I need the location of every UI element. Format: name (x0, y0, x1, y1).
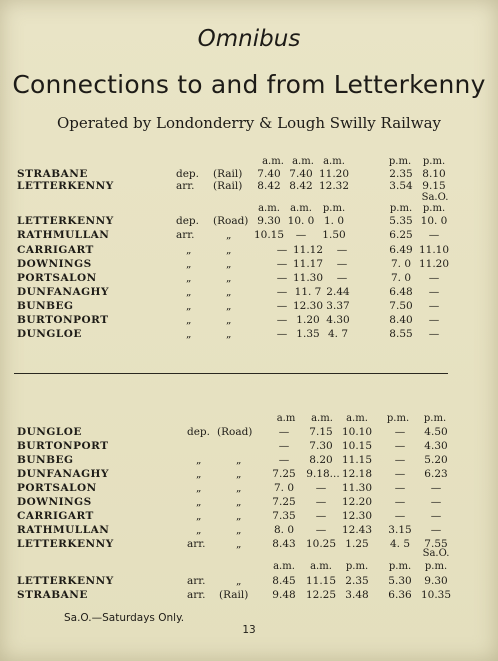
time-cell: 10.35 (420, 589, 452, 601)
transport-mode: „ (226, 229, 232, 241)
column-header: a.m. (258, 203, 280, 214)
station-name: DOWNINGS (17, 258, 92, 270)
direction: arr. (187, 575, 206, 587)
time-cell: 10.15 (253, 229, 285, 241)
column-header: a.m. (310, 561, 332, 572)
time-cell: 9.30 (257, 215, 281, 227)
time-cell: 4. 7 (327, 328, 349, 340)
column-header: a.m. (346, 413, 368, 424)
direction: arr. (176, 229, 195, 241)
transport-mode: „ (236, 510, 242, 522)
timetable-row (0, 271, 498, 285)
direction: „ (196, 454, 202, 466)
station-name: DUNFANAGHY (17, 286, 109, 298)
time-cell: — (278, 454, 290, 466)
time-cell: — (430, 510, 442, 522)
station-name: BURTONPORT (17, 440, 109, 452)
column-header: p.m. (386, 413, 410, 424)
time-cell: 8.10 (422, 168, 446, 180)
transport-mode: „ (226, 314, 232, 326)
time-cell: 11. 7 (294, 286, 322, 298)
time-cell: 2.44 (326, 286, 350, 298)
time-cell: 4.30 (326, 314, 350, 326)
timetable-row (0, 313, 498, 327)
time-cell: — (394, 454, 406, 466)
column-header: a.m. (262, 156, 284, 167)
page-subtitle: Operated by Londonderry & Lough Swilly Railway (56, 114, 441, 132)
direction: „ (186, 258, 192, 270)
time-cell: 3.37 (326, 300, 350, 312)
time-cell: — (430, 482, 442, 494)
time-cell: 2.35 (345, 575, 369, 587)
transport-mode: „ (236, 538, 242, 550)
station-name: PORTSALON (17, 272, 97, 284)
station-name: CARRIGART (17, 244, 94, 256)
transport-mode: (Rail) (213, 168, 243, 180)
time-cell: 4.50 (424, 426, 448, 438)
section-heading: Omnibus (197, 26, 301, 52)
time-cell: 12.32 (318, 180, 350, 192)
column-header: a.m. (292, 156, 314, 167)
time-cell: 8.20 (309, 454, 333, 466)
station-name: LETTERKENNY (17, 538, 114, 550)
time-cell: 9.15 (422, 180, 446, 192)
transport-mode: „ (226, 272, 232, 284)
time-cell: — (276, 314, 288, 326)
timetable-row (0, 439, 498, 453)
transport-mode: (Road) (213, 215, 249, 227)
transport-mode: (Rail) (219, 589, 249, 601)
transport-mode: „ (236, 454, 242, 466)
timetable-row (0, 588, 498, 602)
time-cell: 1.20 (296, 314, 320, 326)
station-name: STRABANE (17, 168, 88, 180)
time-cell: 5.30 (388, 575, 412, 587)
time-cell: 12.25 (305, 589, 337, 601)
column-header: Sa.O. (422, 548, 450, 559)
direction: dep. (176, 215, 199, 227)
column-header: a.m. (323, 156, 345, 167)
time-cell: 12.30 (292, 300, 324, 312)
time-cell: — (276, 272, 288, 284)
time-cell: 11.30 (341, 482, 373, 494)
station-name: DUNGLOE (17, 328, 82, 340)
direction: „ (196, 468, 202, 480)
time-cell: 7. 0 (273, 482, 295, 494)
page-title: Connections to and from Letterkenny (12, 70, 486, 99)
station-name: BURTONPORT (17, 314, 109, 326)
transport-mode: (Road) (217, 426, 253, 438)
time-cell: 7.55 (424, 538, 448, 550)
time-cell: — (278, 426, 290, 438)
time-cell: — (295, 229, 307, 241)
time-cell: — (315, 496, 327, 508)
time-cell: 4.30 (424, 440, 448, 452)
direction: „ (186, 272, 192, 284)
column-header: p.m. (388, 156, 412, 167)
time-cell: — (276, 244, 288, 256)
column-header: a.m. (273, 561, 295, 572)
time-cell: 8.42 (289, 180, 313, 192)
direction: „ (186, 300, 192, 312)
time-cell: — (428, 272, 440, 284)
time-cell: — (428, 328, 440, 340)
timetable-row (0, 453, 498, 467)
column-header: p.m. (424, 561, 448, 572)
timetable-row (0, 327, 498, 341)
timetable-row (0, 214, 498, 228)
time-cell: 1.25 (345, 538, 369, 550)
time-cell: 7. 0 (390, 272, 412, 284)
time-cell: 6.36 (388, 589, 412, 601)
time-cell: — (430, 496, 442, 508)
time-cell: 7.35 (272, 510, 296, 522)
station-name: LETTERKENNY (17, 575, 114, 587)
direction: arr. (176, 180, 195, 192)
direction: „ (186, 314, 192, 326)
time-cell: 11.17 (292, 258, 324, 270)
time-cell: — (336, 258, 348, 270)
time-cell: 10. 0 (420, 215, 448, 227)
station-name: PORTSALON (17, 482, 97, 494)
station-name: BUNBEG (17, 454, 74, 466)
time-cell: 10.15 (341, 440, 373, 452)
time-cell: 11.10 (418, 244, 450, 256)
column-header-row (0, 412, 498, 426)
time-cell: 7.40 (257, 168, 281, 180)
time-cell: 8.43 (272, 538, 296, 550)
transport-mode: „ (226, 328, 232, 340)
direction: „ (196, 496, 202, 508)
direction: arr. (187, 538, 206, 550)
timetable-row (0, 467, 498, 481)
time-cell: 1.50 (322, 229, 346, 241)
time-cell: 1.35 (296, 328, 320, 340)
station-name: DOWNINGS (17, 496, 92, 508)
time-cell: 9.18... (306, 468, 340, 480)
time-cell: — (394, 426, 406, 438)
timetable-row (0, 495, 498, 509)
time-cell: 7.40 (289, 168, 313, 180)
time-cell: 7.25 (272, 468, 296, 480)
column-header-row (0, 547, 498, 561)
time-cell: 8. 0 (273, 524, 295, 536)
footnote: Sa.O.—Saturdays Only. (64, 612, 185, 624)
time-cell: 9.48 (272, 589, 296, 601)
time-cell: 8.42 (257, 180, 281, 192)
time-cell: 3.54 (389, 180, 413, 192)
transport-mode: „ (226, 300, 232, 312)
column-header: p.m. (422, 156, 446, 167)
time-cell: — (276, 328, 288, 340)
column-header: p.m. (423, 413, 447, 424)
time-cell: — (428, 314, 440, 326)
time-cell: — (336, 272, 348, 284)
time-cell: 10. 0 (287, 215, 315, 227)
time-cell: 4. 5 (389, 538, 411, 550)
column-header-row (0, 560, 498, 574)
time-cell: — (276, 258, 288, 270)
time-cell: — (394, 468, 406, 480)
time-cell: 1. 0 (323, 215, 345, 227)
time-cell: — (394, 496, 406, 508)
timetable-row (0, 481, 498, 495)
time-cell: — (276, 300, 288, 312)
transport-mode: „ (226, 286, 232, 298)
timetable-row (0, 285, 498, 299)
time-cell: 10.25 (305, 538, 337, 550)
time-cell: — (315, 524, 327, 536)
time-cell: — (428, 286, 440, 298)
time-cell: — (394, 440, 406, 452)
direction: „ (186, 286, 192, 298)
station-name: LETTERKENNY (17, 180, 114, 192)
time-cell: — (428, 300, 440, 312)
time-cell: 12.30 (341, 510, 373, 522)
transport-mode: „ (236, 575, 242, 587)
time-cell: 11.20 (318, 168, 350, 180)
column-header: p.m. (322, 203, 346, 214)
time-cell: 7.15 (309, 426, 333, 438)
direction: „ (196, 510, 202, 522)
column-header: a.m (276, 413, 296, 424)
time-cell: 11.30 (292, 272, 324, 284)
time-cell: 11.20 (418, 258, 450, 270)
station-name: CARRIGART (17, 510, 94, 522)
time-cell: — (278, 440, 290, 452)
column-header: p.m. (388, 561, 412, 572)
timetable-row (0, 299, 498, 313)
transport-mode: „ (236, 468, 242, 480)
direction: „ (186, 244, 192, 256)
time-cell: 7.50 (389, 300, 413, 312)
station-name: STRABANE (17, 589, 88, 601)
transport-mode: „ (236, 524, 242, 536)
time-cell: 6.49 (389, 244, 413, 256)
time-cell: 7.25 (272, 496, 296, 508)
station-name: DUNGLOE (17, 426, 82, 438)
column-header: p.m. (422, 203, 446, 214)
timetable-row (0, 228, 498, 242)
time-cell: — (430, 524, 442, 536)
column-header: a.m. (290, 203, 312, 214)
time-cell: 12.18 (341, 468, 373, 480)
time-cell: — (394, 482, 406, 494)
station-name: BUNBEG (17, 300, 74, 312)
time-cell: — (394, 510, 406, 522)
time-cell: — (315, 510, 327, 522)
time-cell: 5.35 (389, 215, 413, 227)
time-cell: 11.12 (292, 244, 324, 256)
time-cell: 9.30 (424, 575, 448, 587)
station-name: LETTERKENNY (17, 215, 114, 227)
time-cell: — (336, 244, 348, 256)
timetable-row (0, 509, 498, 523)
timetable-row (0, 425, 498, 439)
station-name: RATHMULLAN (17, 524, 110, 536)
direction: „ (196, 524, 202, 536)
direction: dep. (176, 168, 199, 180)
time-cell: 6.23 (424, 468, 448, 480)
section-divider (14, 373, 448, 374)
direction: „ (196, 482, 202, 494)
transport-mode: „ (236, 496, 242, 508)
direction: dep. (187, 426, 210, 438)
column-header: Sa.O. (421, 192, 449, 203)
time-cell: 8.40 (389, 314, 413, 326)
column-header: p.m. (345, 561, 369, 572)
time-cell: 8.45 (272, 575, 296, 587)
transport-mode: „ (236, 482, 242, 494)
time-cell: 7. 0 (390, 258, 412, 270)
column-header: a.m. (311, 413, 333, 424)
time-cell: 5.20 (424, 454, 448, 466)
time-cell: 6.48 (389, 286, 413, 298)
station-name: RATHMULLAN (17, 229, 110, 241)
transport-mode: (Rail) (213, 180, 243, 192)
time-cell: 11.15 (305, 575, 337, 587)
time-cell: 11.15 (341, 454, 373, 466)
time-cell: 3.48 (345, 589, 369, 601)
transport-mode: „ (226, 244, 232, 256)
time-cell: 3.15 (388, 524, 412, 536)
transport-mode: „ (226, 258, 232, 270)
time-cell: 2.35 (389, 168, 413, 180)
time-cell: 8.55 (389, 328, 413, 340)
time-cell: — (276, 286, 288, 298)
page-number: 13 (242, 624, 256, 636)
time-cell: — (315, 482, 327, 494)
time-cell: 12.20 (341, 496, 373, 508)
timetable-row (0, 243, 498, 257)
timetable-row (0, 257, 498, 271)
timetable-row (0, 523, 498, 537)
time-cell: — (428, 229, 440, 241)
station-name: DUNFANAGHY (17, 468, 109, 480)
time-cell: 10.10 (341, 426, 373, 438)
column-header: p.m. (389, 203, 413, 214)
timetable-row (0, 574, 498, 588)
direction: „ (186, 328, 192, 340)
direction: arr. (187, 589, 206, 601)
time-cell: 12.43 (341, 524, 373, 536)
time-cell: 6.25 (389, 229, 413, 241)
time-cell: 7.30 (309, 440, 333, 452)
